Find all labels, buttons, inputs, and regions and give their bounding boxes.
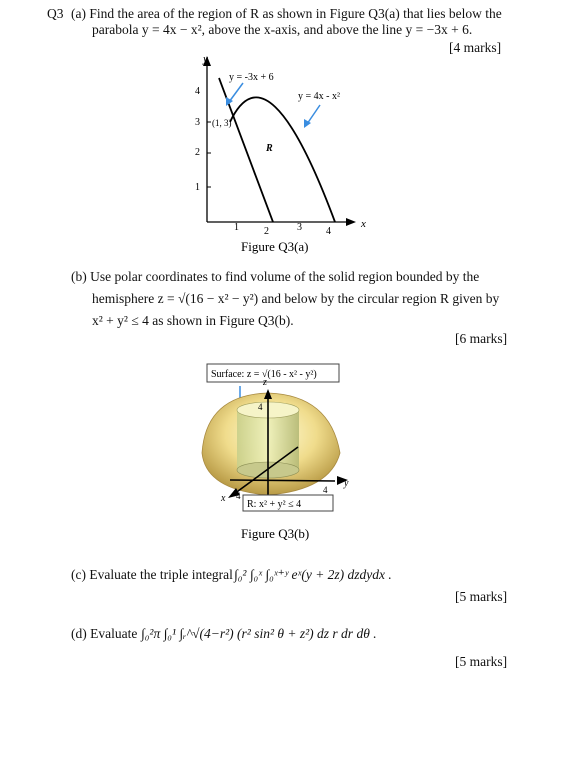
x-tick-4: 4 xyxy=(326,226,331,237)
x-tick-b-label: 4 xyxy=(236,491,241,501)
part-a-line1: (a) Find the area of the region of R as shown in Figure Q3(a) that lies below the xyxy=(71,6,502,21)
y-axis-b xyxy=(230,480,335,481)
point-label: (1, 3) xyxy=(212,118,232,128)
parabola-equation-label: y = 4x - x² xyxy=(298,91,340,102)
region-label: R xyxy=(266,143,273,154)
part-b-line2: hemisphere z = √(16 − x² − y²) and below by the circular region R given by xyxy=(92,291,500,306)
part-d-text: (d) Evaluate xyxy=(71,626,138,641)
y-axis-b-label: y xyxy=(344,478,349,489)
x-axis-arrow xyxy=(346,218,356,226)
line-equation-label: y = -3x + 6 xyxy=(229,72,274,83)
y-axis-label: y xyxy=(203,53,208,65)
x-tick-2: 2 xyxy=(264,226,269,237)
surface-label: Surface: z = √(16 - x² - y²) xyxy=(211,369,317,380)
parabola-curve xyxy=(230,97,335,222)
z-axis-label: z xyxy=(263,377,267,388)
x-tick-3: 3 xyxy=(297,222,302,233)
part-c-marks: [5 marks] xyxy=(455,589,508,604)
y-tick-4: 4 xyxy=(195,86,200,97)
figure-a-caption: Figure Q3(a) xyxy=(241,239,309,254)
part-b-line1: (b) Use polar coordinates to find volume of the solid region bounded by the xyxy=(71,269,480,284)
question-label: Q3 xyxy=(47,6,64,21)
x-ticks xyxy=(234,222,331,237)
y-tick-b-label: 4 xyxy=(323,485,328,495)
x-axis-b-label: x xyxy=(221,493,226,504)
part-a-line2: parabola y = 4x − x², above the x-axis, and above the line y = −3x + 6. xyxy=(92,22,473,37)
region-label-b: R: x² + y² ≤ 4 xyxy=(247,499,302,510)
y-tick-1: 1 xyxy=(195,182,200,193)
part-c-integral: ∫₀² ∫₀ˣ ∫₀ˣ⁺ʸ eˣ(y + 2z) dzdydx . xyxy=(234,567,392,582)
part-a-marks: [4 marks] xyxy=(449,40,502,55)
y-tick-3: 3 xyxy=(195,117,200,128)
y-ticks xyxy=(195,86,211,193)
z-tick-label: 4 xyxy=(258,402,263,412)
part-d-integral: ∫₀²π ∫₀¹ ∫ᵣ^√(4−r²) (r² sin² θ + z²) dz r dr dθ . xyxy=(141,626,377,641)
part-b-line3: x² + y² ≤ 4 as shown in Figure Q3(b). xyxy=(92,313,294,328)
y-tick-2: 2 xyxy=(195,147,200,158)
figure-q3b xyxy=(0,355,576,555)
part-c-text: (c) Evaluate the triple integral xyxy=(71,567,233,582)
part-b-marks: [6 marks] xyxy=(455,331,508,346)
x-tick-1: 1 xyxy=(234,222,239,233)
line-pointer-arrow xyxy=(229,83,243,102)
parabola-pointer-arrow xyxy=(307,105,320,124)
part-d-marks: [5 marks] xyxy=(455,654,508,669)
figure-b-caption: Figure Q3(b) xyxy=(241,526,310,541)
x-axis-label: x xyxy=(361,218,366,230)
figure-q3a xyxy=(0,50,576,290)
